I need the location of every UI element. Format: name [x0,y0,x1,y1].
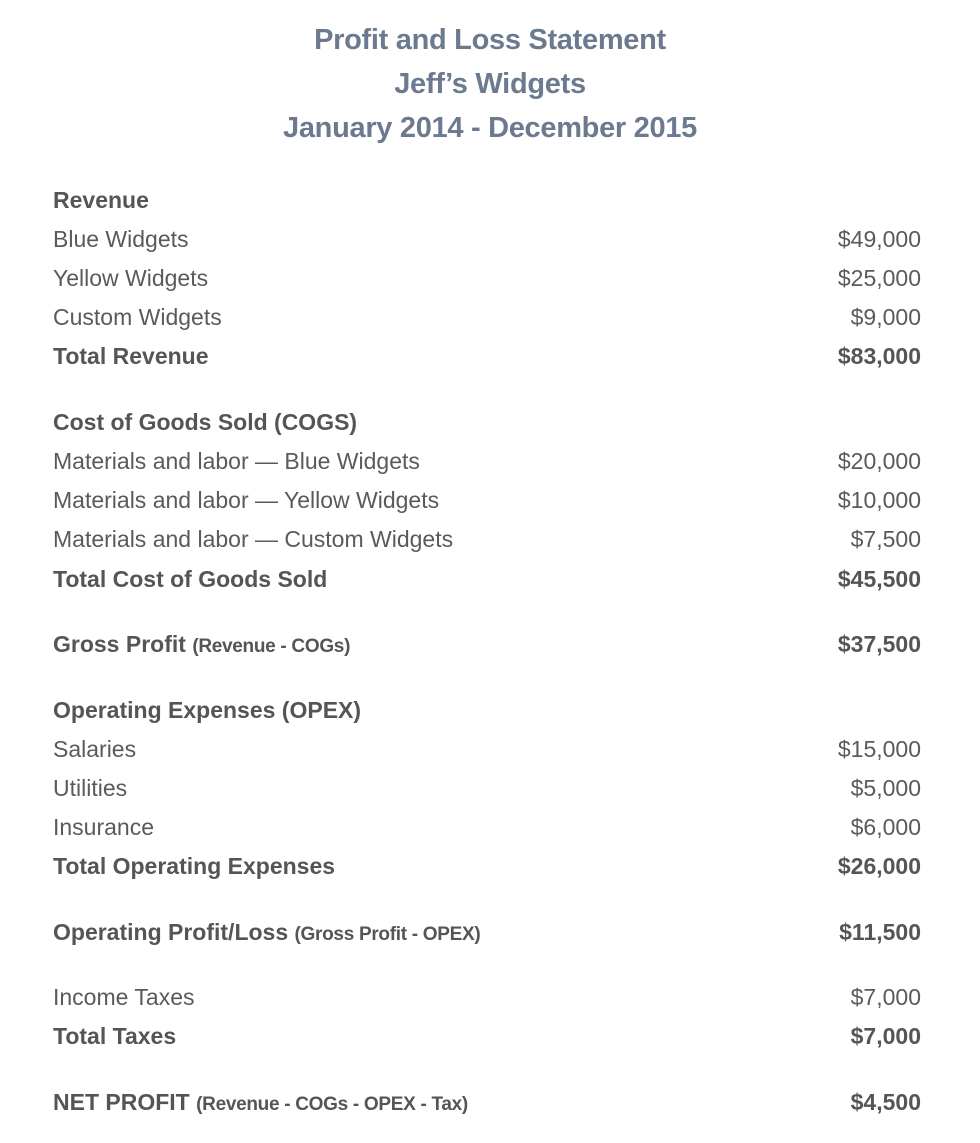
revenue-heading: Revenue [53,187,149,213]
cogs-heading: Cost of Goods Sold (COGS) [53,409,358,435]
line-item-amount: $25,000 [837,264,921,291]
statement-period: January 2014 - December 2015 [283,112,697,144]
gross-profit-row [53,626,921,662]
gross-profit-label: Gross Profit [53,630,186,657]
line-item-label: Insurance [53,813,155,840]
line-item-amount: $20,000 [837,447,921,474]
net-profit-label: NET PROFIT [53,1088,190,1115]
line-item-label: Custom Widgets [53,303,222,330]
total-amount: $45,500 [837,565,921,592]
total-taxes-row [53,1018,921,1054]
line-item-amount: $9,000 [850,303,921,330]
revenue-row [53,221,921,257]
total-revenue-row [53,338,921,374]
operating-profit-row [53,914,921,950]
revenue-row [53,260,921,296]
total-label: Total Operating Expenses [53,852,336,879]
opex-heading: Operating Expenses (OPEX) [53,697,362,723]
cogs-row [53,482,921,518]
net-profit-row [53,1084,921,1120]
opex-row [53,731,921,767]
gross-profit-formula: (Revenue - COGs) [192,635,351,657]
net-profit-formula: (Revenue - COGs - OPEX - Tax) [196,1093,468,1115]
line-item-amount: $49,000 [837,225,921,252]
tax-row [53,979,921,1015]
revenue-row [53,299,921,335]
total-label: Total Revenue [53,342,209,369]
total-cogs-row [53,561,921,597]
cogs-row [53,521,921,557]
total-amount: $83,000 [837,342,921,369]
line-item-amount: $5,000 [850,774,921,801]
opex-row [53,770,921,806]
line-item-label: Materials and labor — Yellow Widgets [53,486,440,513]
total-label: Total Cost of Goods Sold [53,565,328,592]
line-item-label: Materials and labor — Blue Widgets [53,447,420,474]
line-item-amount: $6,000 [850,813,921,840]
total-opex-row [53,848,921,884]
total-amount: $26,000 [837,852,921,879]
total-amount: $7,000 [850,1022,921,1049]
line-item-amount: $7,000 [850,983,921,1010]
line-item-label: Income Taxes [53,983,195,1010]
line-item-amount: $7,500 [850,525,921,552]
operating-profit-label: Operating Profit/Loss [53,918,289,945]
net-profit-amount: $4,500 [850,1088,921,1115]
statement-title: Profit and Loss Statement [314,24,666,56]
gross-profit-amount: $37,500 [837,630,921,657]
line-item-label: Yellow Widgets [53,264,209,291]
total-label: Total Taxes [53,1022,177,1049]
line-item-label: Utilities [53,774,128,801]
company-name: Jeff’s Widgets [394,68,586,100]
line-item-label: Materials and labor — Custom Widgets [53,525,454,552]
line-item-label: Blue Widgets [53,225,189,252]
cogs-row [53,443,921,479]
operating-profit-amount: $11,500 [839,918,921,945]
line-item-amount: $15,000 [837,735,921,762]
line-item-label: Salaries [53,735,137,762]
opex-row [53,809,921,845]
operating-profit-formula: (Gross Profit - OPEX) [294,923,481,945]
line-item-amount: $10,000 [837,486,921,513]
statement-header [0,18,980,150]
